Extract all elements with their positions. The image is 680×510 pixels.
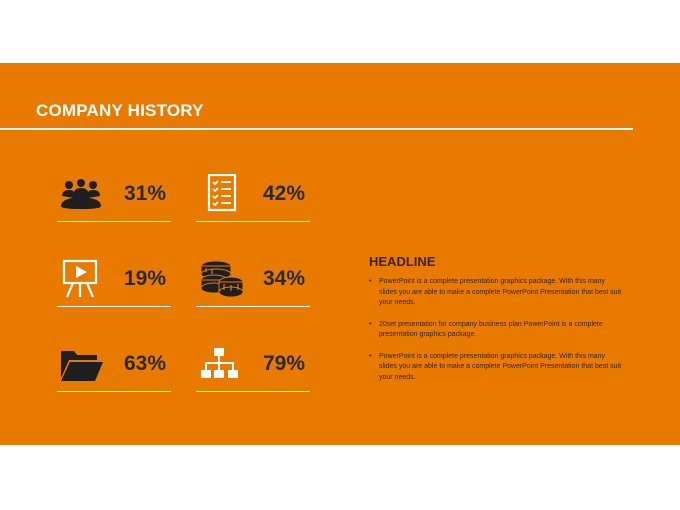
- stat-value: 19%: [124, 267, 167, 290]
- bullet-list: [369, 277, 624, 394]
- stat-divider: [196, 306, 310, 307]
- checklist-icon: [198, 178, 242, 212]
- stat-divider: [57, 306, 171, 307]
- stat-item: [57, 176, 171, 212]
- stat-value: 63%: [124, 352, 167, 375]
- meeting-people-icon: [59, 178, 103, 212]
- bullet-item: • 20set presentation for company business plan PowerPoint is a complete presentation graphics package.: [369, 320, 624, 341]
- coins-stack-icon: [198, 263, 242, 297]
- bullet-item: • PowerPoint is a complete presentation graphics package. With this many slides you are able to make a complete PowerPoint Presentation that best suit your needs.: [369, 277, 624, 309]
- stat-value: 42%: [263, 182, 306, 205]
- stat-value: 34%: [263, 267, 306, 290]
- stat-divider: [196, 391, 310, 392]
- stat-item: [196, 346, 310, 382]
- presentation-board-icon: [59, 263, 103, 297]
- stat-value: 31%: [124, 182, 167, 205]
- stat-item: [57, 261, 171, 297]
- stat-divider: [57, 391, 171, 392]
- folder-icon: [59, 348, 103, 382]
- stat-divider: [196, 221, 310, 222]
- headline: HEADLINE: [369, 254, 436, 269]
- stat-value: 79%: [263, 352, 306, 375]
- bullet-item: • PowerPoint is a complete presentation graphics package. With this many slides you are able to make a complete PowerPoint Presentation that best suit your needs.: [369, 352, 624, 384]
- slide: [0, 63, 680, 445]
- stat-item: [196, 176, 310, 212]
- slide-title: COMPANY HISTORY: [36, 101, 204, 120]
- stat-divider: [57, 221, 171, 222]
- stat-item: [57, 346, 171, 382]
- title-divider: [0, 128, 633, 130]
- stat-item: [196, 261, 310, 297]
- hierarchy-icon: [198, 348, 242, 382]
